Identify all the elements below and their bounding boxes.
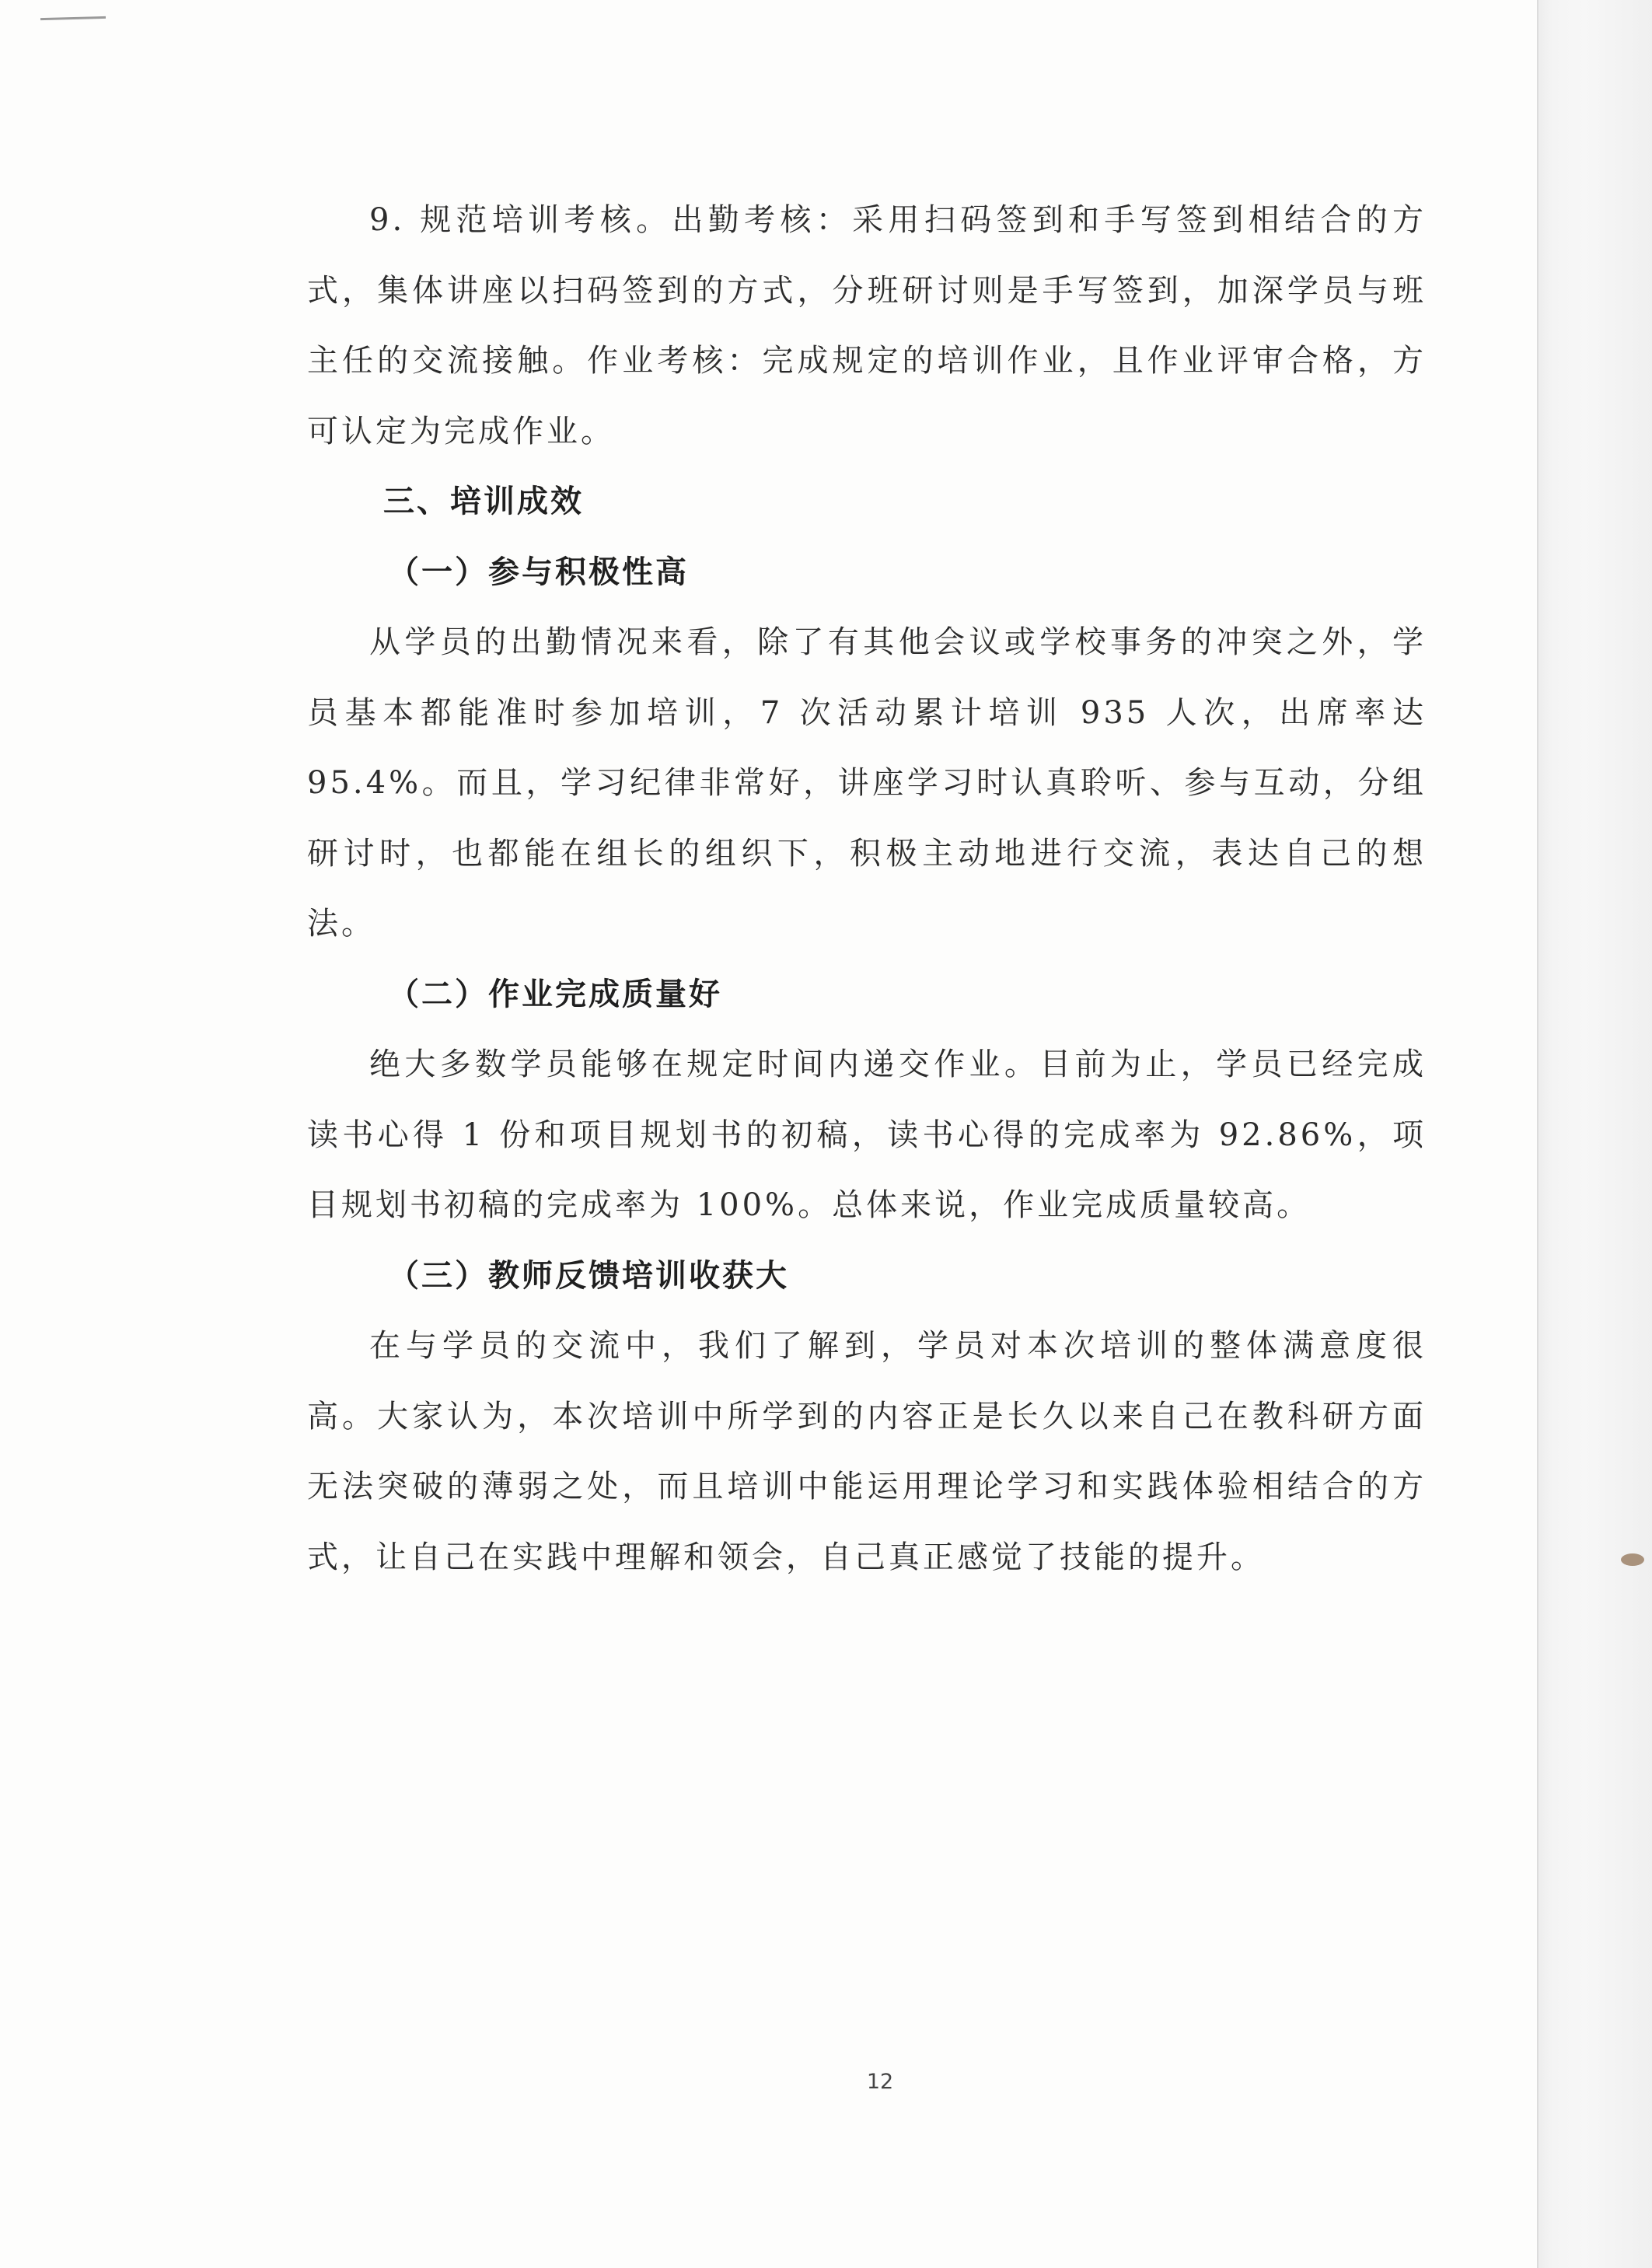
paragraph-9: 9. 规范培训考核。出勤考核：采用扫码签到和手写签到相结合的方式，集体讲座以扫码签到的方式，分班研讨则是手写签到，加深学员与班主任的交流接触。作业考核：完成规定的培训作业，且作业评审合格，方可认定为完成作业。 xyxy=(307,202,1427,449)
subsection-2-paragraph: 绝大多数学员能够在规定时间内递交作业。目前为止，学员已经完成读书心得 1 份和项目规划书的初稿，读书心得的完成率为 92.86%，项目规划书初稿的完成率为 100%。总体来说，作业完成质量较高。 xyxy=(307,1047,1427,1223)
subsection-3-paragraph: 在与学员的交流中，我们了解到，学员对本次培训的整体满意度很高。大家认为，本次培训中所学到的内容正是长久以来自己在教科研方面无法突破的薄弱之处，而且培训中能运用理论学习和实践体验相结合的方式，让自己在实践中理解和领会，自己真正感觉了技能的提升。 xyxy=(307,1328,1427,1575)
document-body xyxy=(307,185,1427,1592)
subsection-1-heading: （一）参与积极性高 xyxy=(388,554,689,590)
section-3-heading: 三、培训成效 xyxy=(383,484,584,519)
scan-mark xyxy=(40,16,106,20)
subsection-1-paragraph: 从学员的出勤情况来看，除了有其他会议或学校事务的冲突之外，学员基本都能准时参加培训，7 次活动累计培训 935 人次，出席率达 95.4%。而且，学习纪律非常好，讲座学习时认真聆听、参与互动，分组研讨时，也都能在组长的组织下，积极主动地进行交流，表达自己的想法。 xyxy=(307,624,1427,942)
page-number: 12 xyxy=(866,2070,894,2094)
scan-edge xyxy=(1537,0,1652,2268)
scan-stain xyxy=(1621,1553,1644,1566)
subsection-3-heading: （三）教师反馈培训收获大 xyxy=(388,1257,789,1294)
subsection-2-heading: （二）作业完成质量好 xyxy=(388,976,722,1012)
